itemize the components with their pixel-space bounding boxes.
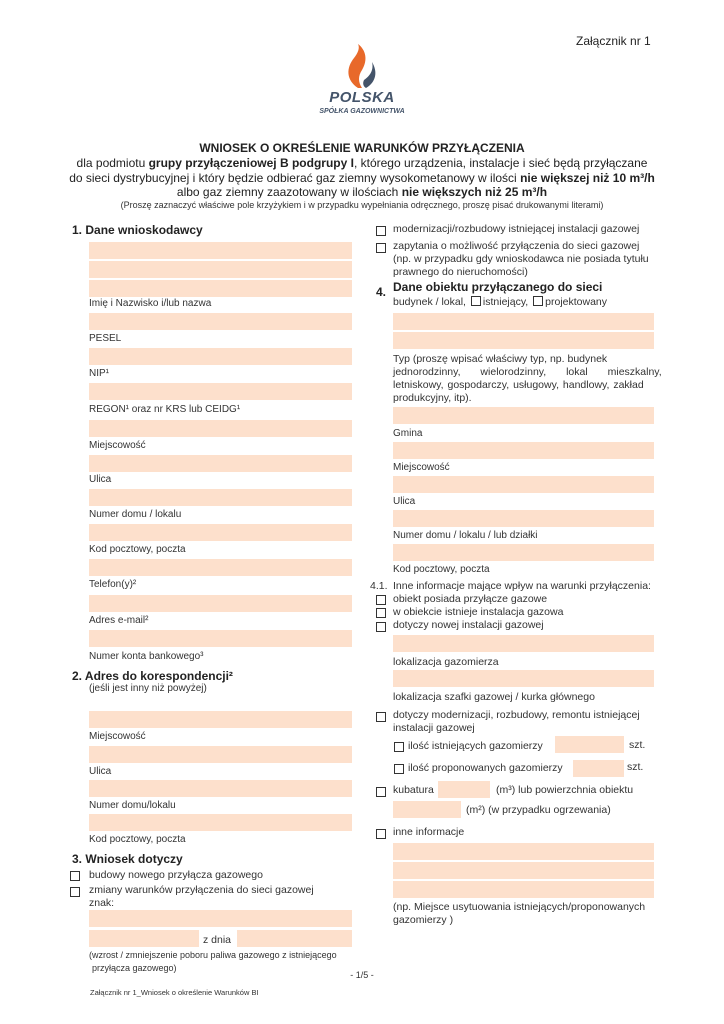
bank-account-field[interactable]: [89, 630, 352, 647]
label-nip: NIP¹: [89, 368, 109, 379]
label-obj-house: Numer domu / lokalu / lub działki: [393, 530, 538, 541]
opt-change-conditions: zmiany warunków przyłączenia do sieci gazowej: [89, 884, 314, 896]
checkbox-existing-meters[interactable]: [394, 742, 404, 752]
opt-new-connection: budowy nowego przyłącza gazowego: [89, 869, 263, 881]
corr-street-field[interactable]: [89, 746, 352, 763]
type-field[interactable]: [393, 407, 654, 424]
label-volume: kubatura: [393, 784, 434, 796]
applicant-name-field-2[interactable]: [89, 261, 352, 278]
label-cabinet-location: lokalizacja szafki gazowej / kurka głównego: [393, 691, 595, 703]
checkbox-change-conditions[interactable]: [70, 887, 80, 897]
title-line4: albo gaz ziemny zaazotowany w ilościach nie większych niż 25 m³/h: [176, 185, 548, 199]
opt-modernization-install-1: dotyczy modernizacji, rozbudowy, remontu istniejącej: [393, 709, 640, 721]
checkbox-modernization[interactable]: [376, 226, 386, 236]
opt-inquiry-3: prawnego do nieruchomości): [393, 266, 528, 278]
other-info-field-2[interactable]: [393, 862, 654, 879]
label-other-info: inne informacje: [393, 826, 465, 838]
postal-code-field[interactable]: [89, 524, 352, 541]
pesel-field[interactable]: [89, 313, 352, 330]
title-line3: do sieci dystrybucyjnej i który będzie odbierać gaz ziemny wysokometanowy w ilości nie większej niż 10 m³/h: [69, 171, 655, 185]
label-corr-postal: Kod pocztowy, poczta: [89, 834, 186, 845]
section-2-heading: 2. Adres do korespondencji²: [72, 669, 233, 683]
corr-city-field[interactable]: [89, 711, 352, 728]
existing-meters-field[interactable]: [555, 736, 624, 753]
label-email: Adres e-mail²: [89, 615, 149, 626]
type-hint-4: produkcyjny, itp).: [393, 392, 472, 404]
obj-city-field[interactable]: [393, 476, 654, 493]
phone-field[interactable]: [89, 559, 352, 576]
s3-note-1: (wzrost / zmniejszenie poboru paliwa gazowego z istniejącego: [89, 950, 337, 960]
type-hint-3: letniskowy, gospodarczy, usługowy, handlowy, zakład: [393, 379, 644, 391]
date-label: z dnia: [203, 934, 232, 946]
applicant-name-field-1[interactable]: [89, 242, 352, 259]
checkbox-modernization-install[interactable]: [376, 712, 386, 722]
label-municipality: Gmina: [393, 428, 423, 439]
sign-label: znak:: [89, 897, 115, 909]
company-logo: [300, 44, 424, 120]
house-number-field[interactable]: [89, 489, 352, 506]
checkbox-has-installation[interactable]: [376, 608, 386, 618]
corr-postal-field[interactable]: [89, 814, 352, 831]
footer-filename: Załącznik nr 1_Wniosek o określenie Warunków BI: [90, 988, 259, 997]
corr-house-field[interactable]: [89, 780, 352, 797]
checkbox-new-installation[interactable]: [376, 622, 386, 632]
area-field[interactable]: [393, 801, 461, 818]
label-corr-street: Ulica: [89, 766, 112, 777]
street-field[interactable]: [89, 455, 352, 472]
opt-modernization-install-2: instalacji gazowej: [393, 722, 475, 734]
cabinet-location-field[interactable]: [393, 670, 654, 687]
logo-sub: SPÓŁKA GAZOWNICTWA: [319, 108, 405, 115]
other-info-field-3[interactable]: [393, 881, 654, 898]
nip-field[interactable]: [89, 348, 352, 365]
proposed-meters-field[interactable]: [573, 760, 624, 777]
opt-inquiry-1: zapytania o możliwość przyłączenia do sieci gazowej: [393, 240, 640, 252]
section-41-title: Inne informacje mające wpływ na warunki przyłączenia:: [393, 580, 651, 592]
logo-brand: POLSKA: [329, 89, 395, 106]
label-bank-account: Numer konta bankowego³: [89, 651, 204, 662]
label-volume-unit: (m³) lub powierzchnia obiektu: [496, 784, 634, 796]
title-line2: dla podmiotu grupy przyłączeniowej B podgrupy I, którego urządzenia, instalacje i sieć będą przyłączane: [76, 156, 648, 170]
label-pesel: PESEL: [89, 333, 122, 344]
section-1-heading: 1. Dane wnioskodawcy: [72, 223, 203, 237]
city-field[interactable]: [89, 420, 352, 437]
checkbox-planned[interactable]: [533, 296, 543, 306]
section-4-number: 4.: [376, 285, 387, 299]
label-street: Ulica: [89, 474, 112, 485]
label-area-unit: (m²) (w przypadku ogrzewania): [466, 804, 611, 816]
regon-field[interactable]: [89, 383, 352, 400]
label-obj-postal: Kod pocztowy, poczta: [393, 564, 490, 575]
meter-location-field[interactable]: [393, 635, 654, 652]
label-name: Imię i Nazwisko i/lub nazwa: [89, 298, 212, 309]
label-house-number: Numer domu / lokalu: [89, 509, 182, 520]
label-obj-street: Ulica: [393, 496, 416, 507]
checkbox-has-connection[interactable]: [376, 595, 386, 605]
unit-existing: szt.: [629, 739, 646, 751]
label-existing-meters: ilość istniejących gazomierzy: [408, 740, 543, 752]
label-phone: Telefon(y)²: [89, 579, 137, 590]
other-info-field-1[interactable]: [393, 843, 654, 860]
opt-inquiry-2: (np. w przypadku gdy wnioskodawca nie posiada tytułu: [393, 253, 649, 265]
opt-has-installation: w obiekcie istnieje instalacja gazowa: [393, 606, 564, 618]
label-postal-code: Kod pocztowy, poczta: [89, 544, 186, 555]
page-number: - 1/5 -: [350, 970, 374, 980]
date-field-2[interactable]: [237, 930, 352, 947]
date-field-1[interactable]: [89, 930, 199, 947]
title-note: (Proszę zaznaczyć właściwe pole krzyżykiem i w przypadku wypełniania odręcznego, proszę pisać drukowanymi literami): [120, 200, 604, 210]
building-field-1[interactable]: [393, 313, 654, 330]
label-proposed-meters: ilość proponowanych gazomierzy: [408, 762, 563, 774]
applicant-name-field-3[interactable]: [89, 280, 352, 297]
checkbox-proposed-meters[interactable]: [394, 764, 404, 774]
opt-modernization: modernizacji/rozbudowy istniejącej instalacji gazowej: [393, 223, 640, 235]
annex-label: Załącznik nr 1: [576, 34, 651, 48]
checkbox-existing[interactable]: [471, 296, 481, 306]
opt-new-installation: dotyczy nowej instalacji gazowej: [393, 619, 544, 631]
obj-street-field[interactable]: [393, 510, 654, 527]
section-3-heading: 3. Wniosek dotyczy: [72, 852, 183, 866]
form-title: WNIOSEK O OKREŚLENIE WARUNKÓW PRZYŁĄCZENIA: [199, 141, 525, 155]
label-corr-house: Numer domu/lokalu: [89, 800, 176, 811]
volume-field[interactable]: [438, 781, 490, 798]
sign-field[interactable]: [89, 910, 352, 927]
label-meter-location: lokalizacja gazomierza: [393, 656, 499, 668]
email-field[interactable]: [89, 595, 352, 612]
building-type-row: budynek / lokal, istniejący, projektowany: [393, 296, 608, 308]
s3-note-2: przyłącza gazowego): [92, 963, 177, 973]
label-corr-city: Miejscowość: [89, 731, 146, 742]
section-2-sub: (jeśli jest inny niż powyżej): [89, 683, 207, 694]
checkbox-inquiry[interactable]: [376, 243, 386, 253]
checkbox-volume[interactable]: [376, 787, 386, 797]
other-info-note-1: (np. Miejsce usytuowania istniejących/proponowanych: [393, 901, 646, 913]
label-regon: REGON¹ oraz nr KRS lub CEIDG¹: [89, 404, 241, 415]
opt-has-connection: obiekt posiada przyłącze gazowe: [393, 593, 548, 605]
label-obj-city: Miejscowość: [393, 462, 450, 473]
label-city: Miejscowość: [89, 440, 146, 451]
other-info-note-2: gazomierzy ): [393, 914, 454, 926]
flame-icon: [300, 44, 424, 90]
building-field-2[interactable]: [393, 332, 654, 349]
type-hint-2: jednorodzinny, wielorodzinny, lokal mieszkalny,: [393, 366, 662, 378]
section-41-number: 4.1.: [370, 580, 388, 592]
checkbox-new-connection[interactable]: [70, 871, 80, 881]
section-4-title: Dane obiektu przyłączanego do sieci: [393, 280, 603, 294]
obj-house-field[interactable]: [393, 544, 654, 561]
municipality-field[interactable]: [393, 442, 654, 459]
type-hint-1: Typ (proszę wpisać właściwy typ, np. budynek: [393, 353, 608, 365]
checkbox-other-info[interactable]: [376, 829, 386, 839]
unit-proposed: szt.: [627, 761, 644, 773]
